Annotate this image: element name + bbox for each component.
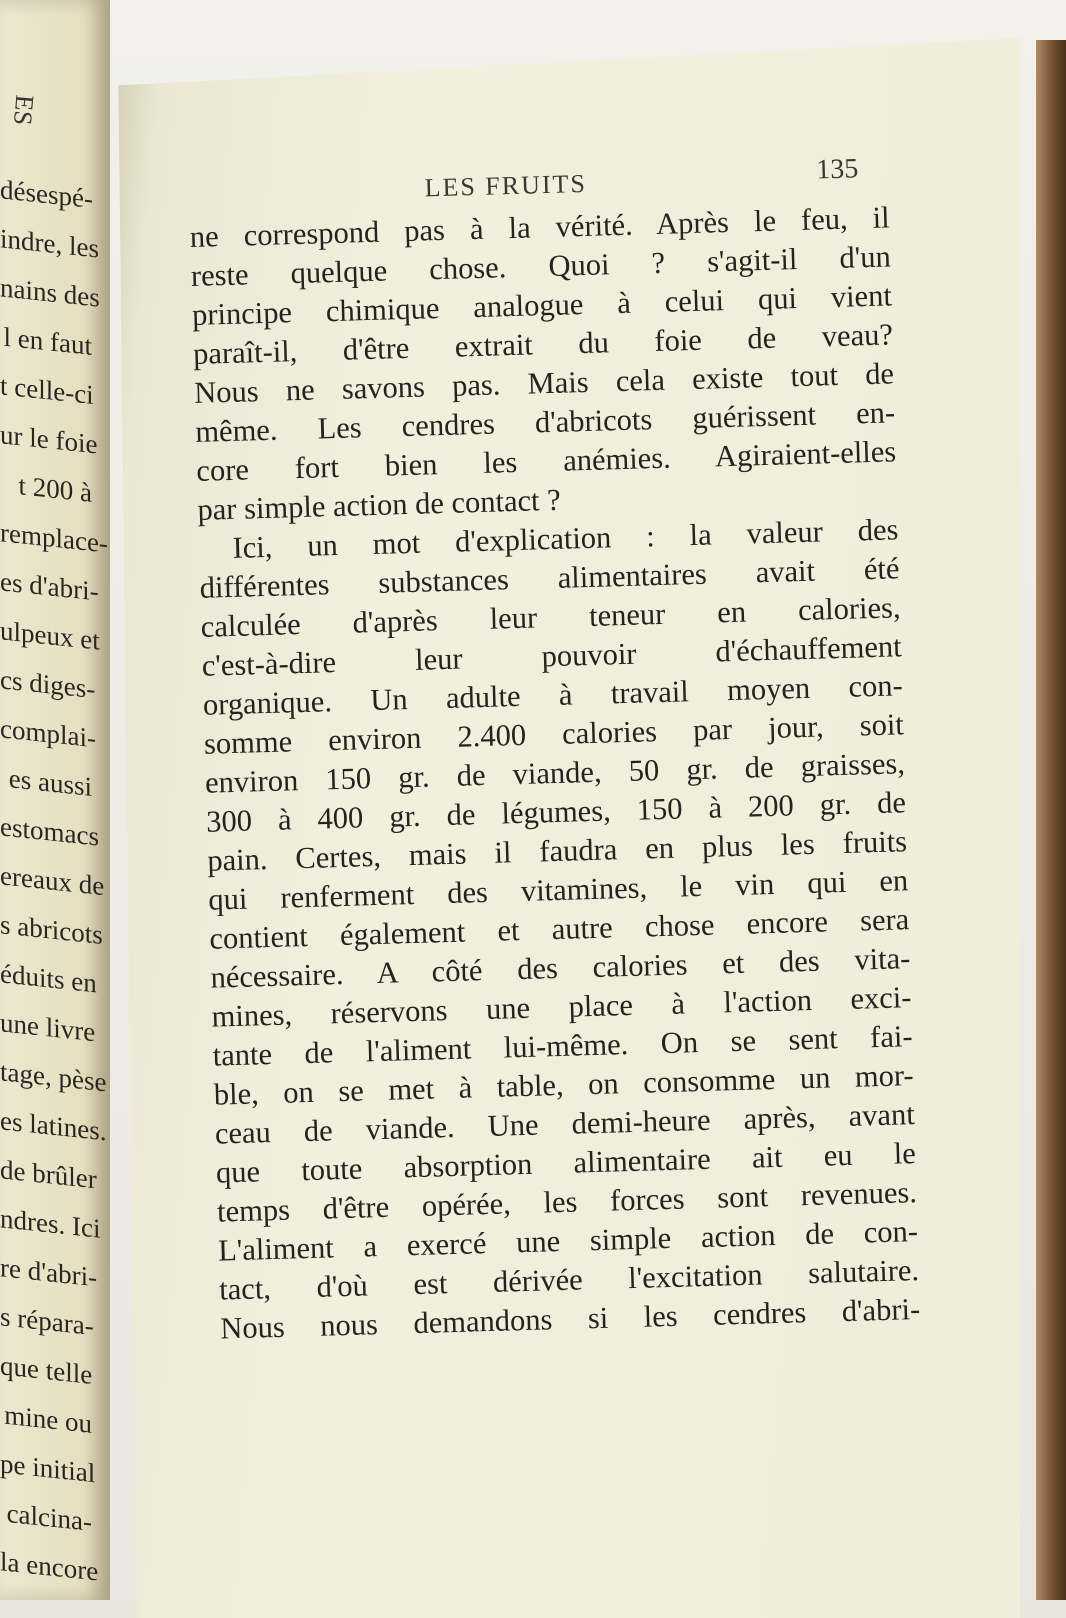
text-line: ble, on se met à table, on consomme un mor- (213, 1058, 915, 1112)
left-fragment: re d'abri- (0, 1252, 98, 1293)
left-fragment: une livre (0, 1007, 96, 1048)
text-line: L'aliment a exercé une simple action de con- (217, 1214, 919, 1268)
book-cover-edge (1036, 40, 1066, 1600)
left-fragment: calcina- (6, 1497, 92, 1537)
left-fragment: es latines. (0, 1105, 107, 1147)
left-fragment: mine ou (4, 1399, 92, 1439)
text-line: nécessaire. A côté des calories et des vita- (210, 941, 911, 995)
left-fragment: es d'abri- (0, 566, 99, 607)
text-line: principe chimique analogue à celui qui vient (191, 278, 893, 332)
body-text (189, 198, 920, 1348)
left-fragment: t celle-ci (0, 370, 94, 411)
left-fragment: tage, pèse (0, 1056, 107, 1098)
left-fragment: ndres. Ici (0, 1203, 101, 1244)
text-line: tact, d'où est dérivée l'excitation salutaire. (218, 1253, 920, 1307)
text-line: temps d'être opérée, les forces sont revenues. (216, 1175, 918, 1229)
text-line: ne correspond pas à la vérité. Après le feu, il (189, 200, 891, 254)
left-fragment: estomacs (0, 811, 99, 852)
running-title: LES FRUITS (424, 168, 588, 203)
text-line: calculée d'après leur teneur en calories, (200, 590, 901, 644)
left-fragment: ulpeux et (0, 615, 100, 656)
text-line: organique. Un adulte à travail moyen con- (202, 668, 904, 722)
text-line: environ 150 gr. de viande, 50 gr. de graisses, (204, 746, 906, 800)
text-line: c'est-à-dire leur pouvoir d'échauffement (201, 629, 903, 683)
text-line: même. Les cendres d'abricots guérissent en- (194, 395, 896, 449)
text-line: contient également et autre chose encore sera (208, 902, 910, 956)
text-line: paraît-il, d'être extrait du foie de veau? (192, 317, 894, 371)
text-line: reste quelque chose. Quoi ? s'agit-il d'un (190, 239, 892, 293)
text-line: par simple action de contact ? (197, 482, 562, 527)
left-fragment: désespé- (0, 174, 93, 214)
left-fragment: t 200 à (18, 470, 92, 508)
left-fragment: ur le foie (0, 419, 98, 460)
text-line: tante de l'aliment lui-même. On se sent fai- (212, 1019, 913, 1073)
text-line: que toute absorption alimentaire ait eu le (215, 1136, 917, 1190)
text-line: pain. Certes, mais il faudra en plus les fruits (206, 824, 908, 878)
left-page (0, 0, 110, 1600)
left-fragment: pe initial (0, 1448, 96, 1489)
text-line: Nous ne savons pas. Mais cela existe tout de (193, 356, 895, 410)
text-line: core fort bien les anémies. Agiraient-elles (195, 434, 897, 488)
left-fragment: que telle (0, 1350, 93, 1390)
text-line: ceau de viande. Une demi-heure après, avant (214, 1097, 916, 1151)
left-fragment: complai- (0, 713, 96, 754)
left-fragment: de brûler (0, 1154, 97, 1195)
left-fragment: ereaux de (0, 860, 105, 902)
left-fragment: indre, les (0, 223, 99, 264)
left-fragment: éduits en (0, 958, 97, 999)
text-line: Ici, un mot d'explication : la valeur des (232, 512, 899, 565)
page-number: 135 (815, 153, 859, 186)
left-fragment: nains des (0, 272, 100, 313)
left-fragment: es aussi (8, 763, 92, 802)
text-line: 300 à 400 gr. de légumes, 150 à 200 gr. de (205, 785, 907, 839)
text-line: différentes substances alimentaires avait été (199, 551, 900, 605)
page-content (188, 150, 921, 1348)
left-fragment: cs diges- (0, 664, 96, 705)
left-fragment: s abricots (0, 909, 103, 951)
left-fragment: l en faut (3, 321, 92, 361)
text-line: mines, réservons une place à l'action exci- (211, 980, 912, 1034)
left-fragment: remplace- (0, 517, 108, 559)
left-fragment: s répara- (0, 1301, 94, 1342)
text-line: qui renferment des vitamines, le vin qui en (207, 863, 909, 917)
text-line: Nous nous demandons si les cendres d'abri- (219, 1292, 921, 1346)
text-line: somme environ 2.400 calories par jour, soit (203, 707, 905, 761)
left-fragment: la encore (0, 1546, 99, 1587)
left-page-edge-mark: ES (7, 93, 40, 127)
